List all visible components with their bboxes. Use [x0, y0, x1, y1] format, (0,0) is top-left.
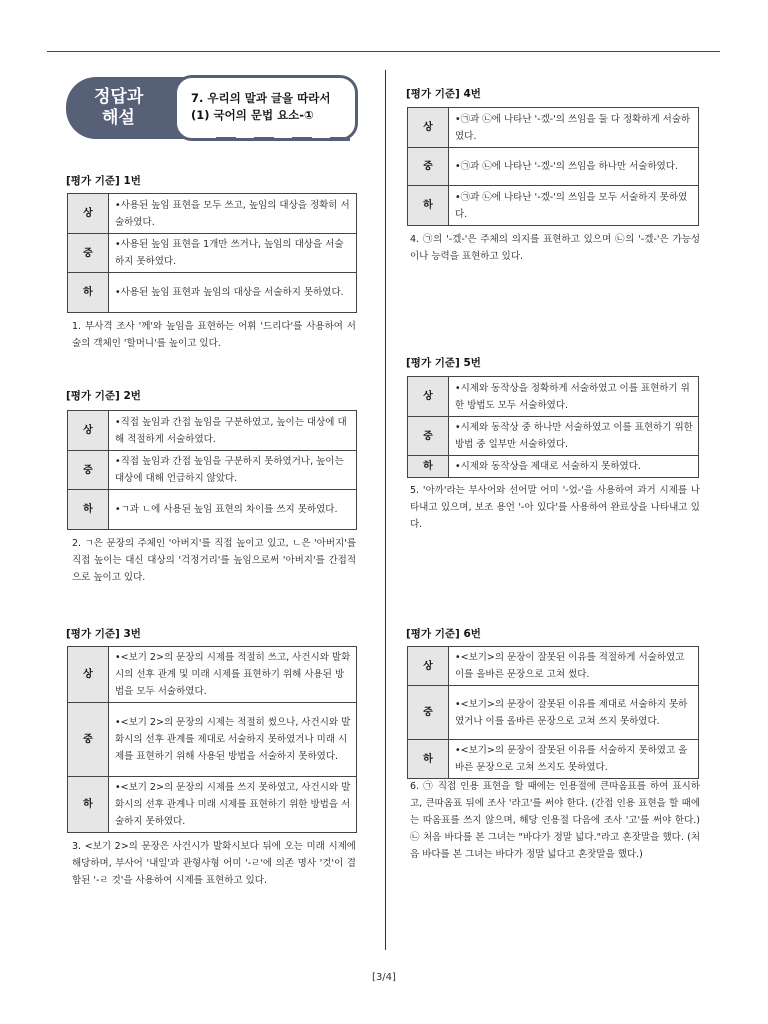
- criteria-cell: •㉠과 ㉡에 나타난 '-겠-'의 쓰임을 모두 서술하지 못하였다.: [449, 186, 699, 226]
- level-cell: 중: [68, 703, 109, 777]
- table-row: [408, 148, 699, 186]
- section-title-1: [평가 기준] 1번: [66, 175, 141, 187]
- criteria-cell: •<보기 2>의 문장의 시제는 적절히 썼으나, 사건시와 발화시의 선후 관계를 제대로 서술하지 못하였거나 미래 시제를 표현하기 위해 사용된 방법을 서술하지 못하였다.: [109, 703, 357, 777]
- criteria-cell: •㉠과 ㉡에 나타난 '-겠-'의 쓰임을 하나만 서술하였다.: [449, 148, 699, 186]
- page-number: [3/4]: [372, 972, 396, 983]
- section-title-5: [평가 기준] 5번: [406, 357, 481, 369]
- table-row: [408, 740, 699, 779]
- criteria-cell: •사용된 높임 표현을 1개만 쓰거나, 높임의 대상을 서술하지 못하였다.: [109, 234, 357, 273]
- table-row: [408, 647, 699, 686]
- level-cell: 중: [408, 148, 449, 186]
- table-row: [68, 703, 357, 777]
- table-row: [68, 194, 357, 234]
- level-cell: 중: [68, 234, 109, 273]
- column-divider: [385, 70, 386, 950]
- criteria-cell: •시제와 동작상을 제대로 서술하지 못하였다.: [449, 456, 699, 478]
- grading-table-1: [67, 193, 357, 313]
- level-cell: 중: [68, 451, 109, 490]
- criteria-cell: •<보기>의 문장이 잘못된 이유를 서술하지 못하였고 올바른 문장으로 고쳐 쓰지도 못하였다.: [449, 740, 699, 779]
- criteria-cell: •ㄱ과 ㄴ에 사용된 높임 표현의 차이를 쓰지 못하였다.: [109, 490, 357, 530]
- grading-table-4: [407, 107, 699, 226]
- criteria-cell: •사용된 높임 표현을 모두 쓰고, 높임의 대상을 정확히 서술하였다.: [109, 194, 357, 234]
- level-cell: 하: [408, 456, 449, 478]
- badge-line-2: 해설: [102, 108, 135, 128]
- criteria-cell: •시제와 동작상을 정확하게 서술하였고 이를 표현하기 위한 방법도 모두 서술하였다.: [449, 377, 699, 417]
- grading-table-3: [67, 646, 357, 833]
- criteria-cell: •<보기 2>의 문장의 시제를 쓰지 못하였고, 사건시와 발화시의 선후 관계나 미래 시제를 표현하기 위한 방법을 서술하지 못하였다.: [109, 777, 357, 833]
- criteria-cell: •직접 높임과 간접 높임을 구분하였고, 높이는 대상에 대해 적절하게 서술하였다.: [109, 411, 357, 451]
- level-cell: 하: [68, 490, 109, 530]
- criteria-cell: •㉠과 ㉡에 나타난 '-겠-'의 쓰임을 둘 다 정확하게 서술하였다.: [449, 108, 699, 148]
- answer-text-3: 3. <보기 2>의 문장은 사건시가 발화시보다 뒤에 오는 미래 시제에 해당하며, 부사어 '내일'과 관형사형 어미 '-ㄹ'에 의존 명사 '것'이 결합된 '-ㄹ 것'을 사용하여 시제를 표현하고 있다.: [72, 841, 356, 886]
- criteria-cell: •시제와 동작상 중 하나만 서술하였고 이를 표현하기 위한 방법 중 일부만 서술하였다.: [449, 417, 699, 456]
- table-row: [68, 411, 357, 451]
- level-cell: 상: [408, 647, 449, 686]
- table-row: [68, 490, 357, 530]
- table-row: [68, 234, 357, 273]
- answer-text-2: 2. ㄱ은 문장의 주체인 '아버지'를 직접 높이고 있고, ㄴ은 '아버지'를 직접 높이는 대신 대상의 '걱정거리'를 높임으로써 '아버지'를 간접적으로 높이고 있다.: [72, 538, 356, 583]
- level-cell: 상: [408, 108, 449, 148]
- table-row: [408, 108, 699, 148]
- header-badge: [66, 75, 358, 143]
- criteria-cell: •직접 높임과 간접 높임을 구분하지 못하였거나, 높이는 대상에 대해 언급하지 않았다.: [109, 451, 357, 490]
- level-cell: 중: [408, 686, 449, 740]
- table-row: [408, 417, 699, 456]
- level-cell: 하: [408, 740, 449, 779]
- section-title-2: [평가 기준] 2번: [66, 390, 141, 402]
- level-cell: 상: [408, 377, 449, 417]
- level-cell: 상: [68, 647, 109, 703]
- table-row: [408, 686, 699, 740]
- table-row: [68, 647, 357, 703]
- section-title-3: [평가 기준] 3번: [66, 628, 141, 640]
- top-rule: [47, 51, 720, 52]
- table-row: [68, 777, 357, 833]
- badge-ticks: [194, 137, 354, 143]
- level-cell: 하: [408, 186, 449, 226]
- answer-text-1: 1. 부사격 조사 '께'와 높임을 표현하는 어휘 '드리다'를 사용하여 서술의 객체인 '할머니'를 높이고 있다.: [72, 321, 356, 349]
- table-row: [68, 273, 357, 313]
- answer-text-4: 4. ㉠의 '-겠-'은 주체의 의지를 표현하고 있으며 ㉡의 '-겠-'은 가능성이나 능력을 표현하고 있다.: [410, 234, 700, 262]
- unit-title: [174, 75, 358, 141]
- level-cell: 하: [68, 273, 109, 313]
- table-row: [68, 451, 357, 490]
- table-row: [408, 377, 699, 417]
- level-cell: 중: [408, 417, 449, 456]
- table-row: [408, 186, 699, 226]
- level-cell: 상: [68, 194, 109, 234]
- criteria-cell: •사용된 높임 표현과 높임의 대상을 서술하지 못하였다.: [109, 273, 357, 313]
- criteria-cell: •<보기>의 문장이 잘못된 이유를 적절하게 서술하였고 이를 올바른 문장으로 고쳐 썼다.: [449, 647, 699, 686]
- grading-table-5: [407, 376, 699, 478]
- criteria-cell: •<보기 2>의 문장의 시제를 적절히 쓰고, 사건시와 발화시의 선후 관계 및 미래 시제를 표현하기 위해 사용된 방법을 모두 서술하였다.: [109, 647, 357, 703]
- section-title-6: [평가 기준] 6번: [406, 628, 481, 640]
- unit-line-2: (1) 국어의 문법 요소-①: [191, 108, 314, 122]
- unit-line-1: 7. 우리의 말과 글을 따라서: [191, 91, 331, 105]
- criteria-cell: •<보기>의 문장이 잘못된 이유를 제대로 서술하지 못하였거나 이를 올바른 문장으로 고쳐 쓰지 못하였다.: [449, 686, 699, 740]
- badge-line-1: 정답과: [94, 87, 144, 107]
- answer-text-5: 5. '아까'라는 부사어와 선어말 어미 '-었-'을 사용하여 과거 시제를 나타내고 있으며, 보조 용언 '-아 있다'를 사용하여 완료상을 나타내고 있다.: [410, 485, 700, 530]
- section-title-4: [평가 기준] 4번: [406, 88, 481, 100]
- answer-text-6: 6. ㉠ 직접 인용 표현을 할 때에는 인용절에 큰따옴표를 하여 표시하고, 큰따옴표 뒤에 조사 '라고'를 써야 한다. (간접 인용 표현을 할 때에는 따옴표를 쓰지 않으며, 해당 인용절 다음에 조사 '고'를 써야 한다.) ㉡ 처음 바다를 본 그녀는 "바다가 정말 넓다."라고 혼잣말을 했다. (처음 바다를 본 그녀는 바다가 정말 넓다고 혼잣말을 했다.): [410, 781, 700, 860]
- level-cell: 상: [68, 411, 109, 451]
- grading-table-2: [67, 410, 357, 530]
- grading-table-6: [407, 646, 699, 779]
- level-cell: 하: [68, 777, 109, 833]
- table-row: [408, 456, 699, 478]
